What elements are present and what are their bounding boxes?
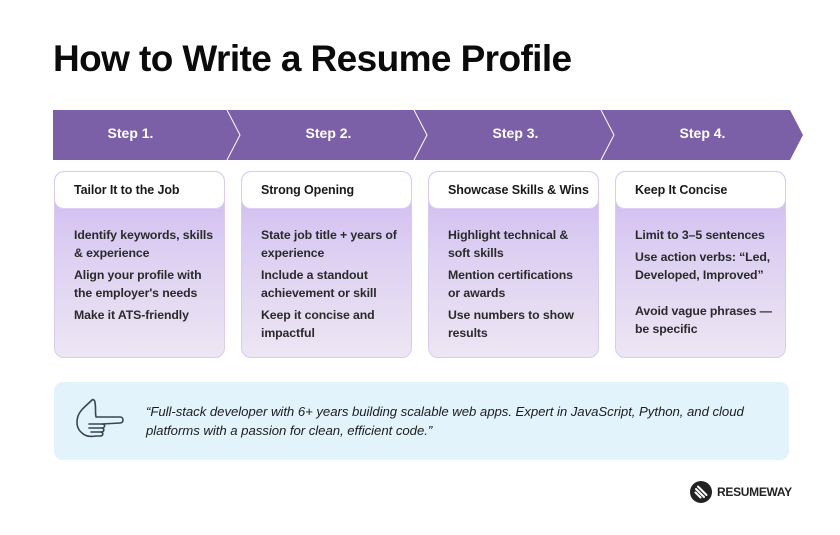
- card-heading: Strong Opening: [242, 172, 411, 209]
- card-point: Make it ATS-friendly: [74, 308, 189, 322]
- card-point: Mention certifications or awards: [448, 268, 573, 300]
- steps-banner: [53, 110, 803, 160]
- card-point: Limit to 3–5 sentences: [635, 228, 765, 242]
- card-point: Highlight technical & soft skills: [448, 228, 569, 260]
- card-point: Include a standout achievement or skill: [261, 268, 377, 300]
- card-heading: Keep It Concise: [616, 172, 785, 209]
- card-point: Use numbers to show results: [448, 308, 574, 340]
- step-2-label: Step 2.: [305, 125, 352, 141]
- step-card-3: [428, 171, 599, 358]
- card-point: State job title + years of experience: [261, 228, 397, 260]
- example-quote: “Full-stack developer with 6+ years building scalable web apps. Expert in JavaScript, Python, and cloud platforms with a passion for clean, efficient code.”: [146, 404, 744, 438]
- card-point: Keep it concise and impactful: [261, 308, 375, 340]
- card-point: Use action verbs: “Led, Developed, Improved”: [635, 250, 771, 282]
- brand-name: RESUMEWAY: [717, 485, 792, 499]
- step-3-label: Step 3.: [492, 125, 539, 141]
- step-card-2: [241, 171, 412, 358]
- step-4-label: Step 4.: [679, 125, 726, 141]
- card-point: Identify keywords, skills & experience: [74, 228, 213, 260]
- step-card-4: [615, 171, 786, 358]
- pointing-hand-icon: [72, 396, 126, 440]
- step-card-1: [54, 171, 225, 358]
- resumeway-logo-icon: [690, 481, 712, 503]
- card-point: Avoid vague phrases —be specific: [635, 304, 772, 336]
- step-1-label: Step 1.: [107, 125, 154, 141]
- page-title: How to Write a Resume Profile: [53, 38, 572, 79]
- brand-logo: [690, 481, 792, 503]
- card-heading: Showcase Skills & Wins: [429, 172, 598, 209]
- card-heading: Tailor It to the Job: [55, 172, 224, 209]
- card-point: Align your profile with the employer's needs: [74, 268, 202, 300]
- example-quote-box: [54, 382, 789, 460]
